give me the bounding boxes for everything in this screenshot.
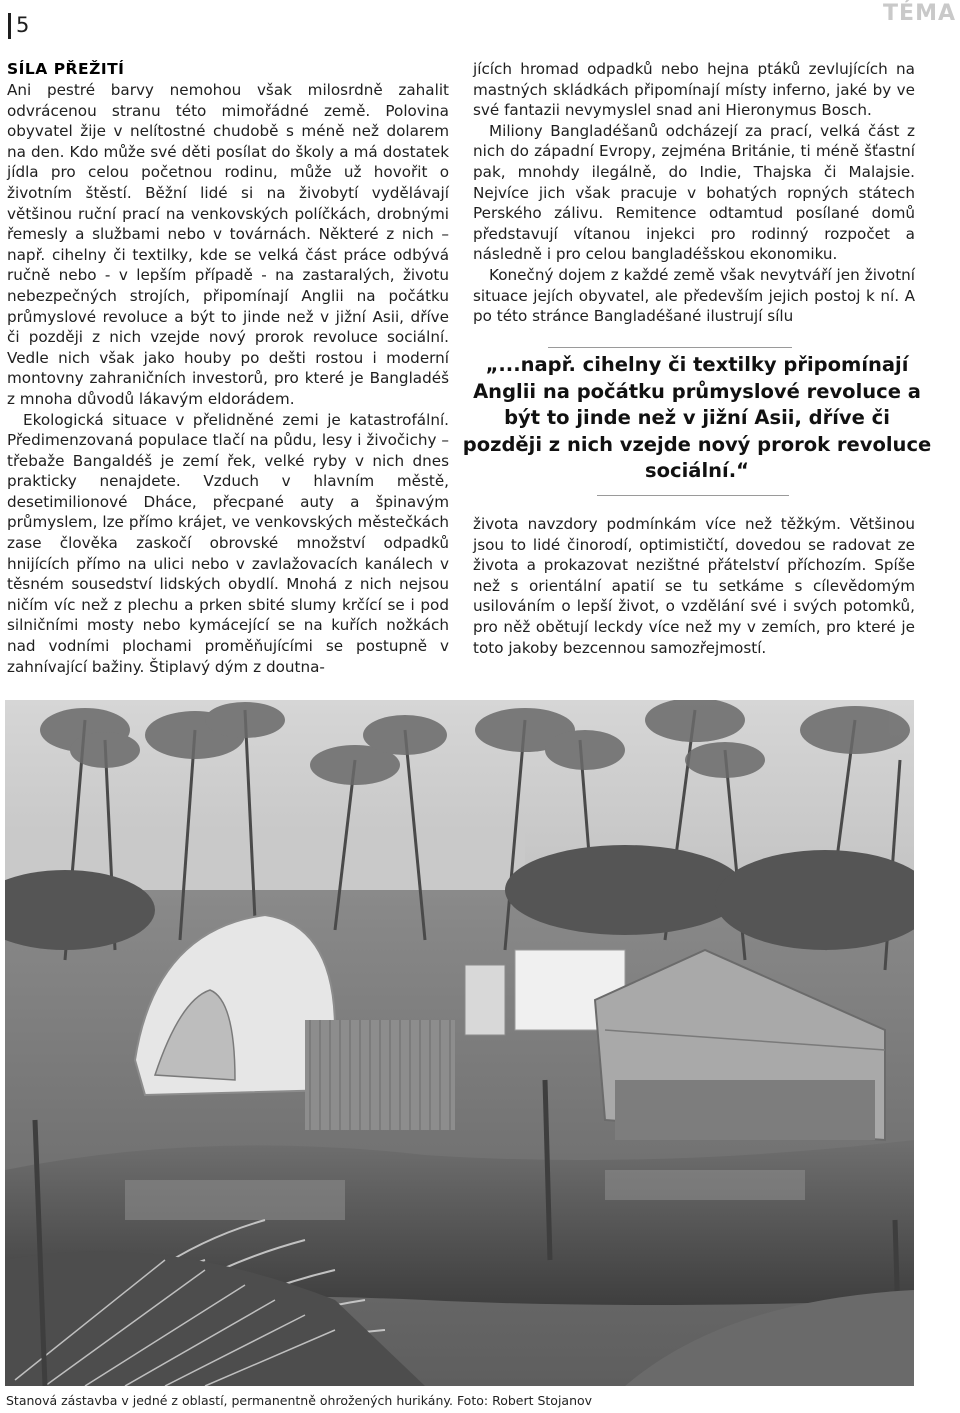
article-column-right [473, 59, 915, 327]
article-paragraph: Konečný dojem z každé země však nevytváří jen životní situace jejích obyvatel, ale především jejich postoj k ní. A po této stránce Bangladéšané ilustrují sílu [473, 265, 915, 326]
article-photo [5, 700, 914, 1386]
article-column-right-continued [473, 514, 915, 658]
article-paragraph: života navzdory podmínkám více než těžkým. Většinou jsou to lidé činorodí, optimističtí, dovedou se radovat ze života a prokazovat nezištné přátelství příchozím. Spíše než s orientální apatií se tu setkáme s cílevědomým usilováním o lepší život, o vzdělání své i svých potomků, pro něž obětují leckdy více než my v zemích, pro které je toto jakoby bezcennou samozřejmostí. [473, 515, 915, 657]
article-paragraph: Ani pestré barvy nemohou však milosrdně zahalit odvrácenou stranu této mimořádné země. Polovina obyvatel žije v nelítostné chudobě s méně než dolarem na den. Kdo může své děti posílat do školy a má dostatek jídla pro celou početnou rodinu, může už hovořit o životním štěstí. Běžní lidé si na živobytí vydělávají většinou ruční prací na venkovských políčkách, drobnými řemesly a službami nebo v továrnách. Některé z nich – např. cihelny či textilky, kde se velká část práce odbývá ručně nebo - v lepším případě - na zastaralých, životu nebezpečných strojích, připomínají Anglii na počátku průmyslové revoluce a být to jinde než v jižní Asii, dříve či později z nich vzejde nový prorok revoluce sociální. Vedle nich však jako houby po dešti rostou i moderní montovny zahraničních investorů, pro které je Bangladéš z mnoha důvodů lákavým eldorádem. [7, 81, 449, 408]
page-number: 5 [16, 13, 30, 37]
article-paragraph: Ekologická situace v přelidněné zemi je katastrofální. Předimenzovaná populace tlačí na půdu, lesy i živočichy – třebaže Bangaldéš je zemí řek, velké ryby v nich dnes prakticky nenajdete. Vzduch v hlavním městě, desetimilionové Dháce, přecpané auty a špinavým průmyslem, lze přímo krájet, ve venkovských městečkách zase člověka zaskočí obrovské množství odpadků hnijících přímo na ulici nebo v zavlažovacích kanálech v těsném sousedství lidských obydlí. Mnohá z nich nejsou ničím víc než z plechu a prken sbité slumy krčící se i pod silničními mosty nebo kymácející se na kuřích nožkách nad vodními plochami proměňujícími se postupně v zahnívající bažiny. Štiplavý dým z doutna- [7, 410, 449, 676]
pull-quote: „...např. cihelny či textilky připomínají Anglii na počátku průmyslové revoluce a být to jinde než v jižní Asii, dříve či později z nich vzejde nový prorok revoluce sociální.“ [462, 353, 932, 482]
article-column-left [7, 59, 449, 677]
article-paragraph: Miliony Bangladéšanů odcházejí za prací, velká část z nich do západní Evropy, zejména Británie, ti méně šťastní pak, mnohdy ilegálně, do Indie, Thajska či Malajsie. Nejvíce jich však pracuje v bohatých ropných státech Perského zálivu. Remitence odtamtud posílané domů představují vítanou injekci pro rodinný rozpočet a následně i pro celou bangladéšskou ekonomiku. [473, 121, 915, 264]
section-label: TÉMA [883, 1, 956, 26]
article-paragraph: jících hromad odpadků nebo hejna ptáků zevlujících na mastných skládkách připomínají místy inferno, jaké by ve své fantazii nevymyslel snad ani Hieronymus Bosch. [473, 60, 915, 120]
page-number-bar [8, 13, 11, 39]
photo-caption: Stanová zástavba v jedné z oblastí, permanentně ohrožených hurikány. Foto: Robert Stojanov [6, 1393, 593, 1408]
pull-quote-rule-bottom [597, 495, 789, 496]
pull-quote-rule-top [548, 347, 792, 348]
article-heading: SÍLA PŘEŽITÍ [7, 60, 125, 78]
